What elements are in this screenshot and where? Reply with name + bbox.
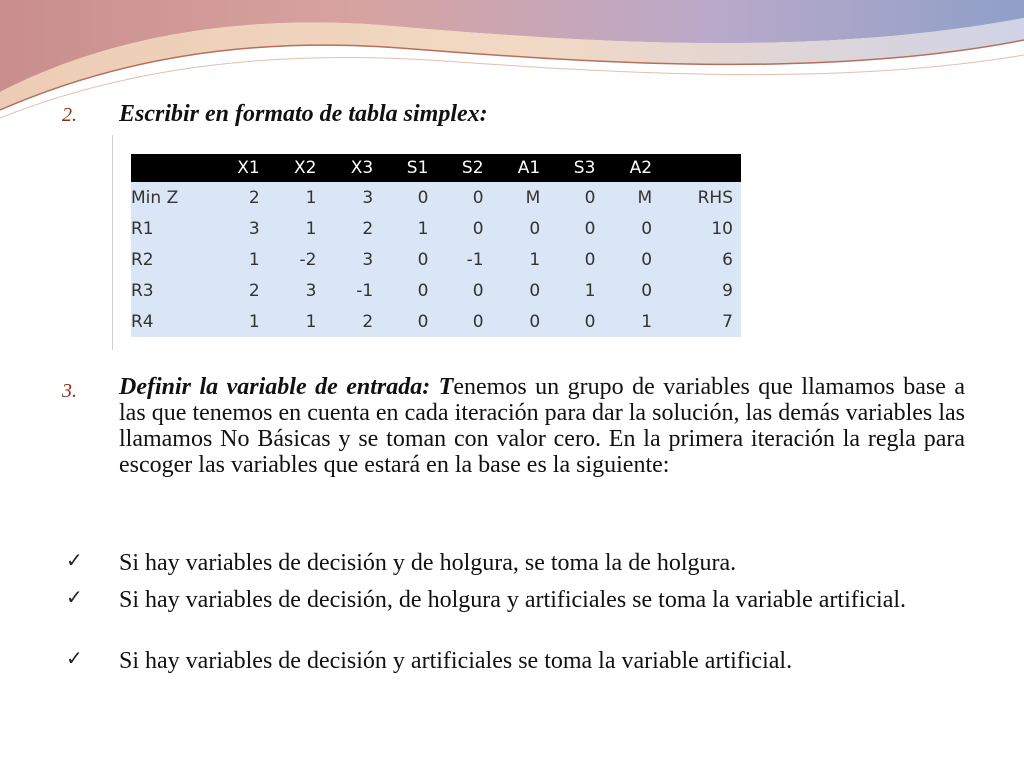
table-cell: 1 [211,244,268,275]
table-row [131,306,741,337]
item-3-number: 3. [62,380,77,402]
table-cell: 0 [548,306,603,337]
bullet-item: Si hay variables de decisión y de holgura, se toma la de holgura. [119,550,737,576]
table-cell: 3 [211,213,268,244]
table-cell: 10 [660,213,741,244]
table-cell: R2 [131,244,211,275]
table-cell: RHS [660,182,741,213]
table-cell: 0 [548,213,603,244]
table-header-cell: S1 [381,154,436,182]
table-header-cell [660,154,741,182]
table-cell: 1 [268,182,325,213]
table-header-cell [131,154,211,182]
table-cell: 0 [548,244,603,275]
table-cell: 1 [268,213,325,244]
table-cell: M [492,182,549,213]
table-cell: 0 [381,275,436,306]
table-cell: R4 [131,306,211,337]
item-3-paragraph [119,374,965,478]
table-cell: Min Z [131,182,211,213]
table-cell: 0 [492,275,549,306]
table-cell: 1 [268,306,325,337]
table-header-cell: A2 [603,154,660,182]
table-cell: 0 [436,275,491,306]
table-cell: 3 [325,244,382,275]
item-3-heading: Definir la variable de entrada: T [119,374,454,400]
table-cell: 0 [436,213,491,244]
table-row [131,244,741,275]
table-cell: 1 [381,213,436,244]
item-2-heading: Escribir en formato de tabla simplex: [119,101,488,127]
table-cell: 3 [268,275,325,306]
item-2-number: 2. [62,104,77,126]
simplex-table [131,154,741,337]
table-cell: 0 [492,213,549,244]
table-cell: 7 [660,306,741,337]
bullet-item: Si hay variables de decisión, de holgura y artificiales se toma la variable artificial. [119,587,907,613]
table-cell: 1 [492,244,549,275]
table-cell: 3 [325,182,382,213]
checkmark-icon: ✓ [66,587,83,609]
table-header-cell: X2 [268,154,325,182]
table-cell: 0 [381,306,436,337]
table-header-cell: S3 [548,154,603,182]
table-cell: M [603,182,660,213]
table-cell: 2 [211,182,268,213]
item-3-body: enemos un grupo de variables que llamamos base a las que tenemos en cuenta en cada iteración para dar la solución, las demás variables las llamamos No Básicas y se toman con valor cero. En la primera iteración la regla para escoger las variables que estará en la base es la siguiente: [119,374,965,478]
table-row [131,275,741,306]
table-cell: -1 [436,244,491,275]
table-cell: R3 [131,275,211,306]
table-row [131,213,741,244]
table-cell: 0 [603,275,660,306]
table-header-cell: X1 [211,154,268,182]
table-cell: 0 [381,244,436,275]
table-cell: 2 [325,306,382,337]
table-cell: 0 [436,306,491,337]
table-cell: -2 [268,244,325,275]
table-cell: 0 [436,182,491,213]
table-cell: -1 [325,275,382,306]
table-cell: 1 [211,306,268,337]
simplex-table-frame [112,135,741,350]
table-cell: R1 [131,213,211,244]
table-header-cell: S2 [436,154,491,182]
table-header-row [131,154,741,182]
table-cell: 0 [492,306,549,337]
table-cell: 0 [603,244,660,275]
table-header-cell: X3 [325,154,382,182]
table-cell: 6 [660,244,741,275]
table-cell: 9 [660,275,741,306]
table-cell: 0 [603,213,660,244]
table-cell: 1 [603,306,660,337]
table-cell: 1 [548,275,603,306]
checkmark-icon: ✓ [66,550,83,572]
table-header-cell: A1 [492,154,549,182]
table-row [131,182,741,213]
table-cell: 2 [325,213,382,244]
table-cell: 0 [381,182,436,213]
checkmark-icon: ✓ [66,648,83,670]
table-cell: 2 [211,275,268,306]
table-cell: 0 [548,182,603,213]
bullet-item: Si hay variables de decisión y artificiales se toma la variable artificial. [119,648,793,674]
